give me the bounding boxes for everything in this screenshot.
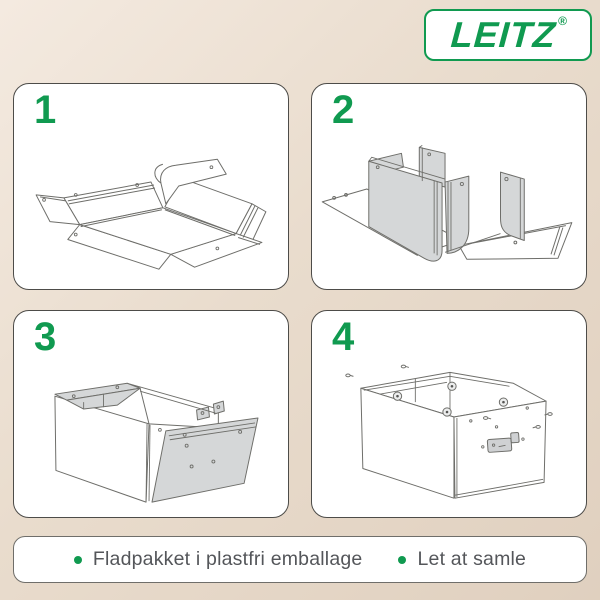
step-panel-2	[311, 83, 587, 290]
feature-text-packaging: Fladpakket i plastfri emballage	[92, 548, 363, 570]
leitz-logo-text: LEITZ	[449, 14, 558, 55]
step-panel-4	[311, 310, 587, 518]
feature-item-packaging	[74, 548, 363, 571]
bullet-dot-icon	[74, 556, 82, 564]
registered-trademark-symbol: ®	[558, 14, 567, 28]
step-panel-1	[13, 83, 289, 290]
step-number-4: 4	[332, 315, 355, 359]
step1-flat-blank-illustration	[14, 84, 288, 289]
leitz-logo	[424, 9, 592, 61]
step3-flap-fold-illustration	[14, 311, 288, 517]
feature-item-assembly	[398, 548, 526, 571]
feature-text-assembly: Let at samle	[417, 548, 527, 570]
feature-footer-bar	[13, 536, 587, 583]
bullet-dot-icon	[398, 556, 406, 564]
step-number-2: 2	[332, 88, 355, 132]
step4-assembled-box-illustration	[312, 311, 586, 517]
step-number-3: 3	[34, 315, 57, 359]
step-panel-3	[13, 310, 289, 518]
step2-walls-up-illustration	[312, 84, 586, 289]
step-number-1: 1	[34, 88, 57, 132]
